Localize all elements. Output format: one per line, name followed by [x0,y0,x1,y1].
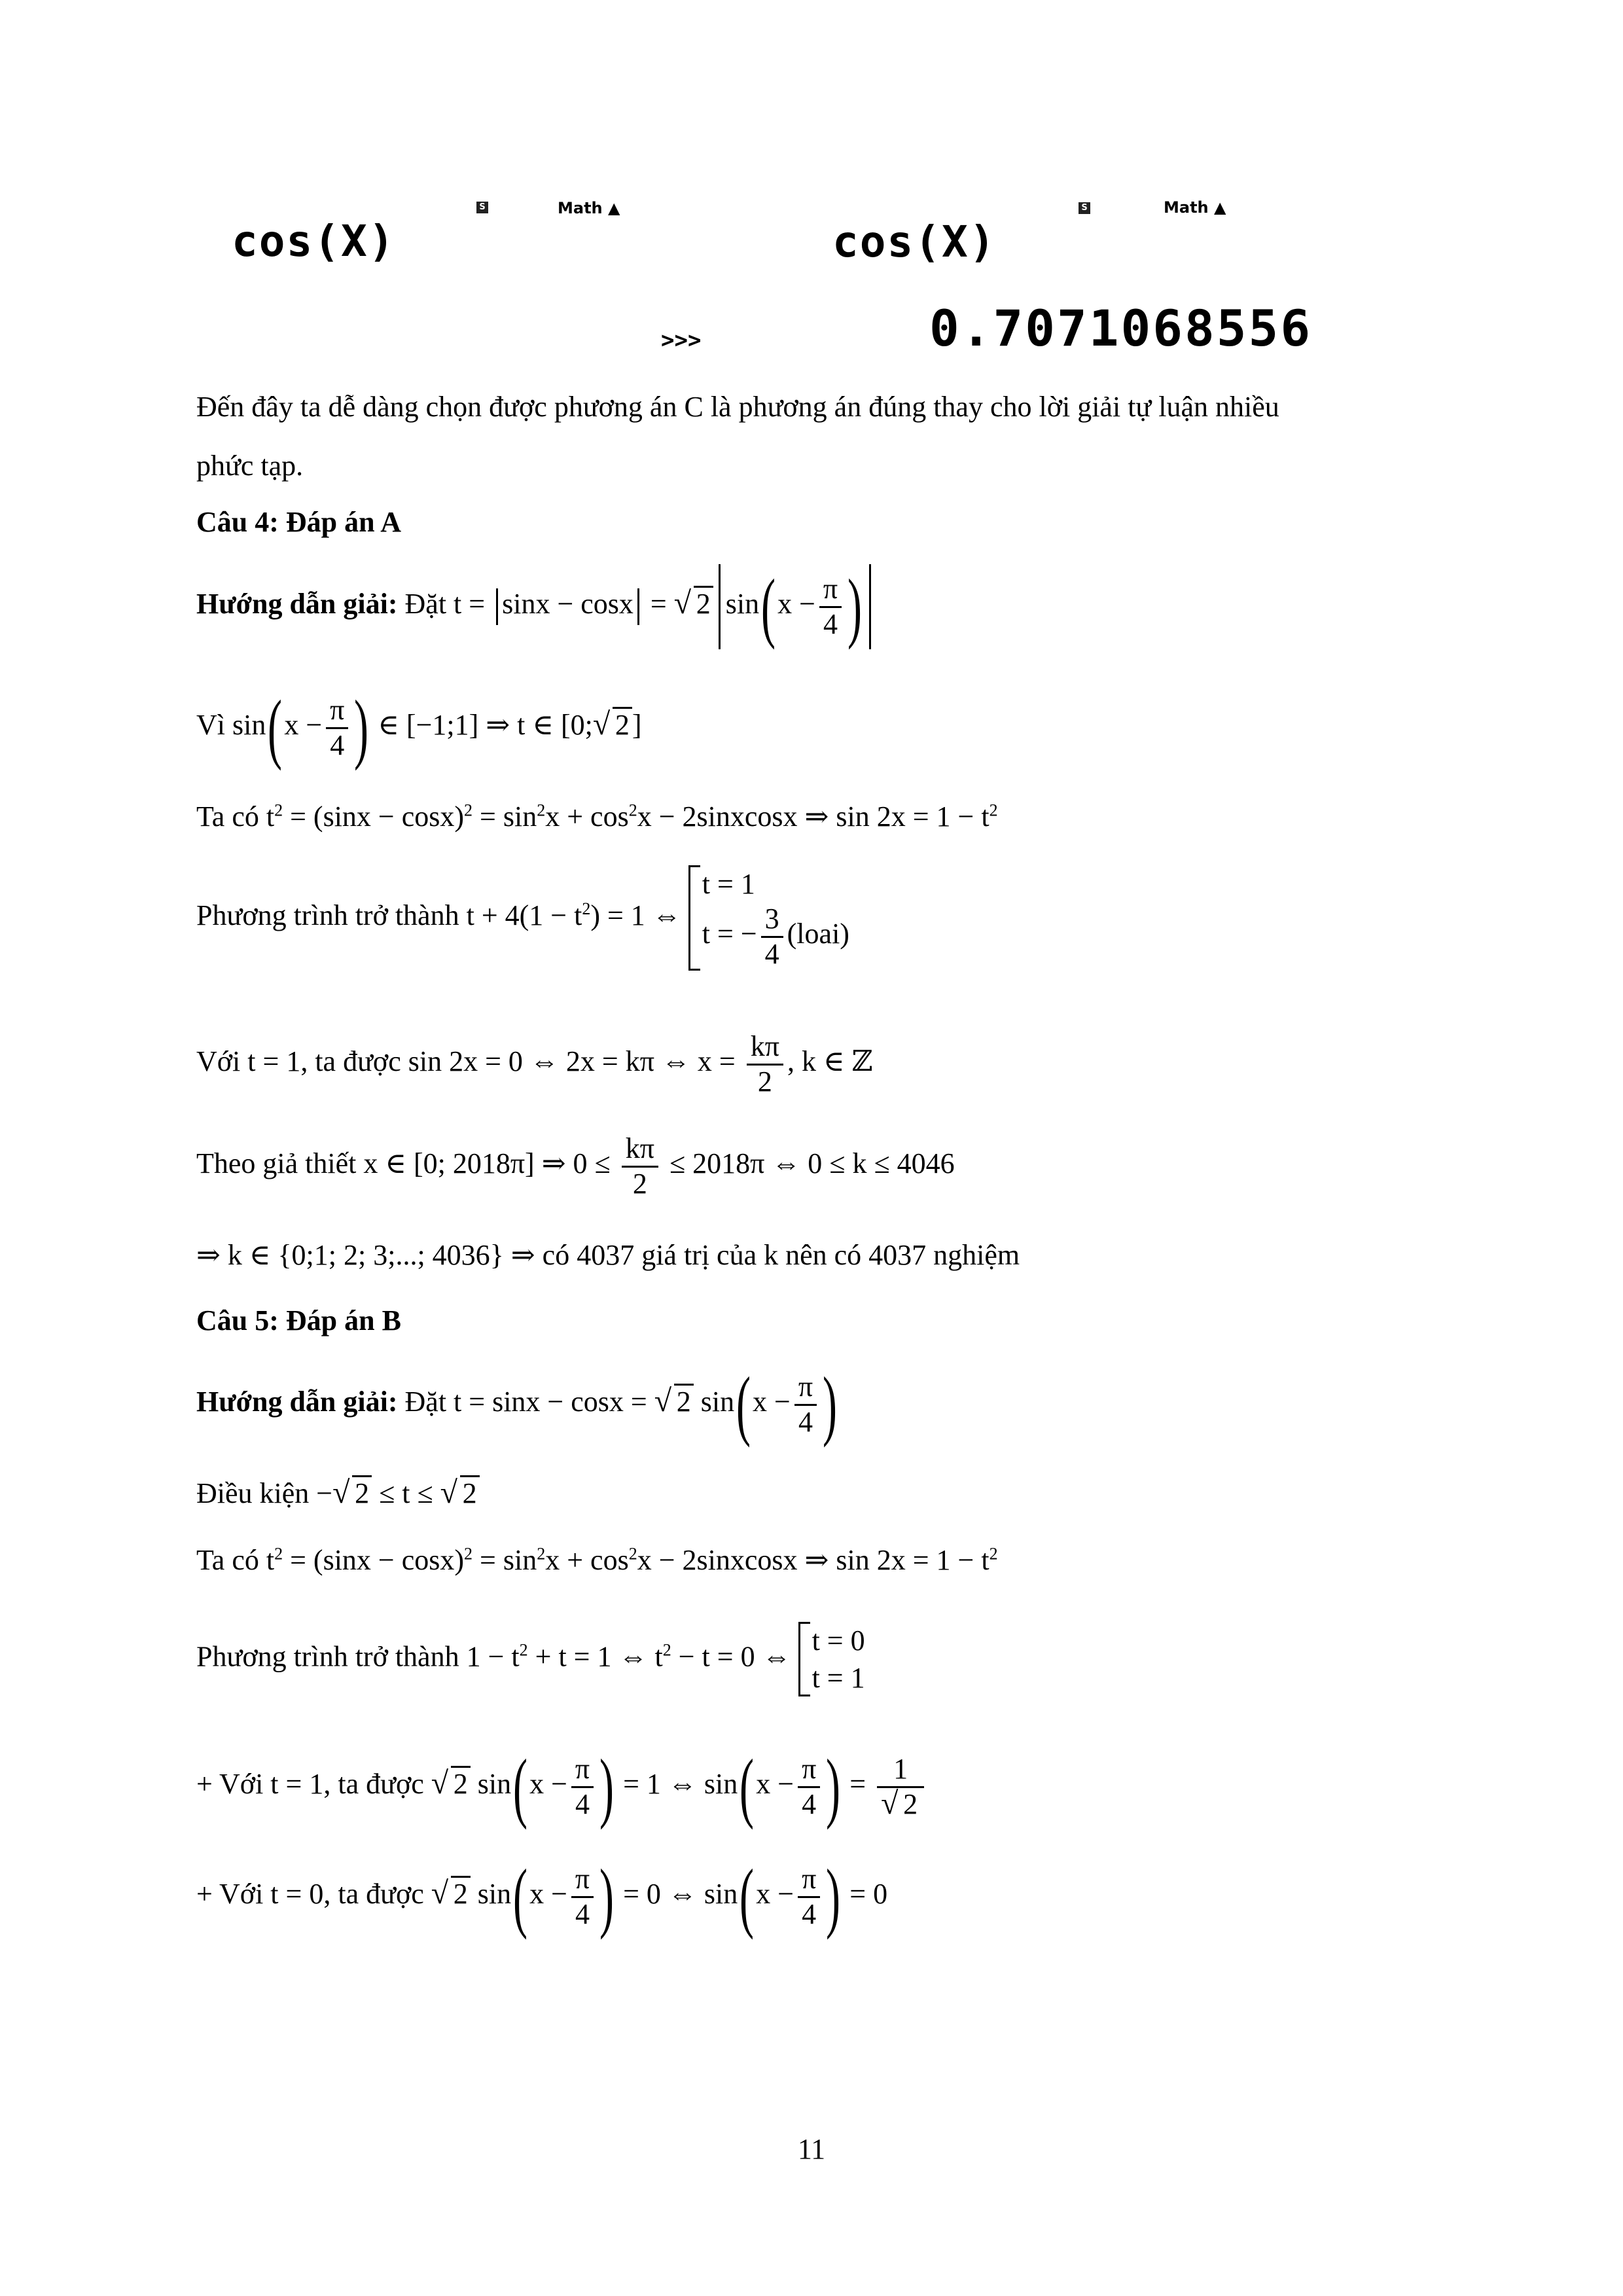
frac-num: π [798,1753,820,1788]
intro-line-1: Đến đây ta dễ dàng chọn được phương án C là phương án đúng thay cho lời giải tự luận nhiều [196,391,1279,423]
t: t [266,1544,275,1576]
fraction [326,694,348,762]
paren: ) [826,1743,841,1830]
t-value: t = 0, [270,1878,331,1910]
vi-label: Vì [196,709,225,742]
calculator-screen-left [223,190,681,360]
fraction [571,1863,594,1931]
expr: = (sinx − cosx) [283,1544,465,1576]
frac-num: π [819,573,842,608]
frac-num: 3 [761,903,783,938]
q4-set [196,1238,1020,1273]
frac-num: π [326,694,348,729]
paren: ) [599,1853,615,1940]
sqrt-arg: 2 [694,586,713,620]
voi-text: ta được [338,1878,424,1910]
abs-expr: sinx − cosx [502,588,633,620]
theo-eq: x ∈ [0; 2018π] ⇒ 0 ≤ [363,1147,618,1180]
pt-eq: ) = 1 ⇔ [590,899,681,931]
cond-label: Điều kiện [196,1477,310,1509]
paren: ( [740,1853,755,1940]
abs-bar [496,588,498,625]
sqrt [881,1788,920,1821]
pt-label: Phương trình trở thành [196,899,459,931]
x-minus: x − [756,1768,794,1801]
case-2 [702,903,849,971]
sqrt-arg: 2 [460,1475,480,1509]
interval: −1;1 [416,709,469,742]
case-system [688,865,849,971]
shift-indicator: S [1079,202,1090,214]
mode-indicator: Math ▲ [1164,198,1226,217]
x-minus: x − [756,1878,794,1910]
set-word: Đặt [404,588,447,620]
expr: = sin [473,1544,537,1576]
calc-result: 0.7071068556 [929,299,1313,357]
q4-voi [196,1030,873,1098]
sin: sin [232,709,266,742]
eq-end: = 0 [842,1878,888,1910]
exp: 2 [628,800,637,820]
frac-num: kπ [747,1030,783,1066]
fraction [819,573,842,641]
pt-eq: t + 4(1 − t [466,899,582,931]
pt-eq: + t = 1 ⇔ t [527,1640,663,1673]
fraction [747,1030,783,1098]
sin: sin [477,1768,512,1801]
exp: 2 [989,1544,998,1564]
sqrt [332,1477,372,1511]
frac-num: π [794,1371,817,1406]
frac-den: 2 [757,1065,772,1098]
fraction [794,1371,817,1439]
fraction [571,1753,594,1821]
q4-guide [196,564,876,649]
eq-end: = [842,1768,874,1801]
eq-mid: = 0 ⇔ sin [616,1878,738,1910]
exp: 2 [662,1640,671,1660]
calculator-screen-right [831,187,1313,363]
exp: 2 [628,1544,637,1564]
exp: 2 [464,1544,473,1564]
case-1: t = 1 [702,868,755,900]
fraction [877,1753,924,1821]
exp: 2 [464,800,473,820]
interval-start: 0; [570,709,593,742]
voi-label: Với [196,1045,241,1078]
exp: 2 [537,1544,546,1564]
exp: 2 [582,899,591,919]
voi-text: ta được [338,1768,424,1801]
paren: ) [823,1361,838,1448]
set-text: có 4037 giá trị của k nên có 4037 nghiệm [542,1239,1020,1271]
expr: x + cos [545,800,629,833]
paren: ( [513,1853,528,1940]
q4-taco [196,800,998,834]
case-1: t = 0 [812,1624,865,1657]
q5-guide [196,1361,839,1448]
exp: 2 [274,800,283,820]
frac-den: 4 [575,1787,590,1820]
expr: = sin [473,800,537,833]
q4-theo [196,1132,955,1200]
frac-den [877,1788,924,1821]
guide-label: Hướng dẫn giải: [196,1386,398,1418]
frac-den: 4 [802,1787,817,1820]
fraction [622,1132,658,1200]
voi-text: ta được [315,1045,401,1078]
sqrt [654,1385,694,1420]
frac-den: 4 [764,937,779,970]
q4-heading: Câu 4: Đáp án A [196,506,401,538]
exp: 2 [519,1640,528,1660]
calc-expression: cos(X) [232,216,396,266]
x-minus: x − [284,709,323,742]
t: t [266,800,275,833]
exp: 2 [274,1544,283,1564]
sin: sin [725,588,760,620]
q5-case1 [196,1743,928,1830]
exp: 2 [989,800,998,820]
fraction [798,1863,820,1931]
case-system [798,1622,865,1696]
voi-tail: , k ∈ ℤ [787,1045,873,1078]
frac-den: 4 [798,1405,813,1438]
sqrt [431,1767,471,1802]
sqrt-arg: 2 [674,1384,694,1418]
guide-label: Hướng dẫn giải: [196,588,398,620]
t-def: t = sinx − cosx = [454,1386,654,1418]
frac-num: π [798,1863,820,1898]
frac-den: 4 [823,607,838,640]
case-note: (loai) [787,918,849,950]
t-def: t = [454,588,493,620]
q4-vi: Vì sin(x − $\frac{\pi}{4}$ ) ∈ [−1;1] ⇒ t ∈ [0;√ 2] [196,689,642,767]
frac-num: π [571,1863,594,1898]
expr: = (sinx − cosx) [283,800,465,833]
q5-cond [196,1477,480,1511]
x-minus: x − [529,1878,567,1910]
implies: ⇒ t ∈ [478,709,561,742]
sqrt-arg: 2 [451,1766,471,1800]
pt-eq: 1 − t [466,1640,520,1673]
sqrt-arg: 2 [352,1475,372,1509]
q5-case2 [196,1853,888,1940]
sqrt [431,1877,471,1912]
pt-label: Phương trình trở thành [196,1640,459,1673]
mode-indicator: Math ▲ [558,199,620,217]
sqrt-arg: 2 [451,1876,471,1910]
paren: ( [761,563,776,650]
expr: x + cos [545,1544,629,1576]
frac-den: 4 [330,728,345,761]
pt-eq: − t = 0 ⇔ [671,1640,791,1673]
paren: ) [354,684,369,771]
sqrt-arg: 2 [613,707,632,741]
x-minus: x − [529,1768,567,1801]
abs-bar [637,588,639,625]
calc-expression: cos(X) [832,217,997,267]
next-arrow-icon: >>> [661,327,702,353]
fraction [798,1753,820,1821]
abs-bar [869,564,871,649]
t-value: t = 1, [247,1045,308,1078]
frac-den: 4 [575,1897,590,1930]
case-2: t = 1 [812,1662,865,1695]
frac-num: π [571,1753,594,1788]
x-minus: x − [777,588,815,620]
paren: ( [513,1743,528,1830]
eq-sign: = [643,588,674,620]
paren: ) [847,563,863,650]
frac-num: 1 [877,1753,924,1788]
paren: ( [740,1743,755,1830]
q4-pt [196,865,849,971]
taco-label: Ta có [196,1544,259,1576]
paren: ) [599,1743,615,1830]
sin: sin [700,1386,735,1418]
minus: − [316,1477,333,1509]
eq-mid: = 1 ⇔ sin [616,1768,738,1801]
fraction [761,903,783,971]
exp: 2 [537,800,546,820]
abs-bar [719,564,721,649]
frac-den: 4 [802,1897,817,1930]
set-word: Đặt [404,1386,447,1418]
taco-label: Ta có [196,800,259,833]
paren: ) [826,1853,841,1940]
intro-line-2: phức tạp. [196,450,304,482]
plus-voi: + Với [196,1768,264,1801]
page-number: 11 [797,2133,826,2165]
expr: x − 2sinxcosx ⇒ sin 2x = 1 − t [637,800,990,833]
sqrt-arg: 2 [901,1786,920,1820]
sqrt [674,587,713,622]
sqrt [440,1477,480,1511]
voi-eq: sin 2x = 0 ⇔ 2x = kπ ⇔ x = [408,1045,743,1078]
paren: ( [736,1361,751,1448]
set-math: ⇒ k ∈ {0;1; 2; 3;...; 4036} ⇒ [196,1239,535,1271]
expr: x − 2sinxcosx ⇒ sin 2x = 1 − t [637,1544,990,1576]
frac-num: kπ [622,1132,658,1168]
sin: sin [477,1878,512,1910]
theo-tail: ≤ 2018π ⇔ 0 ≤ k ≤ 4046 [662,1147,955,1180]
plus-voi: + Với [196,1878,264,1910]
in: ∈ [370,709,406,742]
theo-label: Theo giả thiết [196,1147,357,1180]
q5-pt [196,1622,865,1696]
sqrt [593,708,632,743]
case-expr: t = − [702,918,757,950]
x-minus: x − [753,1386,791,1418]
frac-den: 2 [632,1167,647,1200]
q5-heading: Câu 5: Đáp án B [196,1304,401,1336]
shift-indicator: S [476,202,488,213]
paren: ( [268,684,283,771]
cond-mid: ≤ t ≤ [372,1477,440,1509]
q5-taco [196,1543,998,1578]
t-value: t = 1, [270,1768,331,1801]
